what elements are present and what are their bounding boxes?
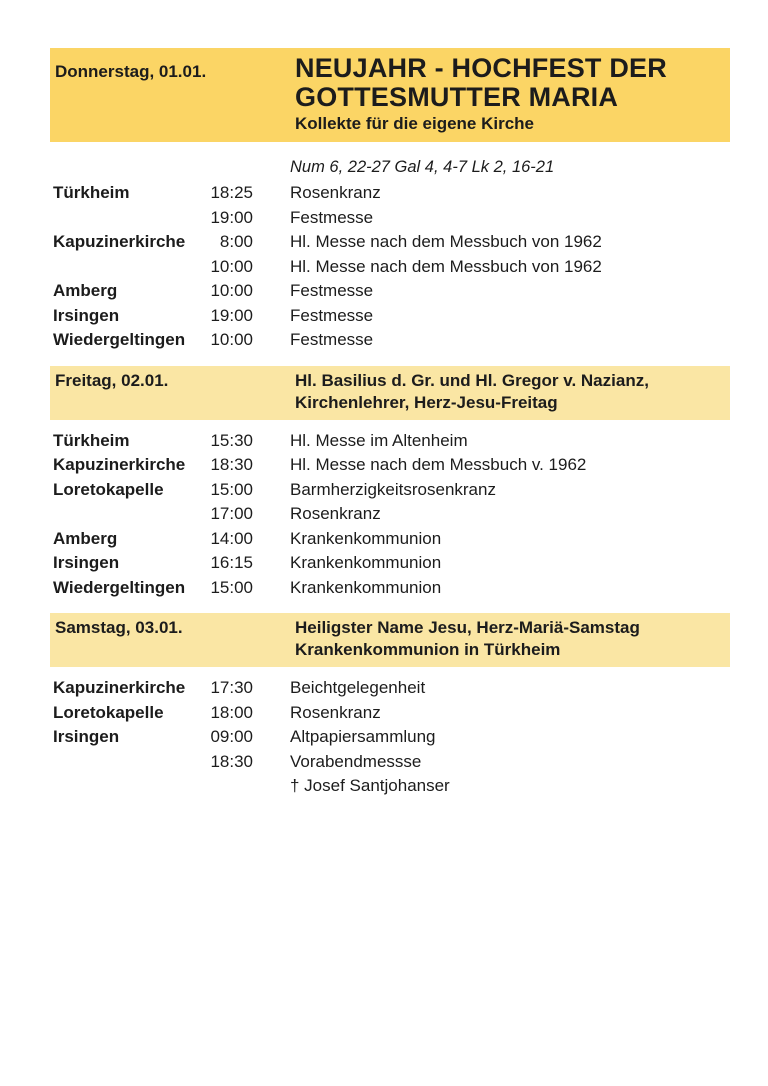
row-time: 18:25 <box>210 183 253 202</box>
row-location: Türkheim <box>53 183 130 202</box>
row-location <box>50 774 205 799</box>
row-location <box>50 255 205 280</box>
schedule-rows-samstag <box>50 676 730 799</box>
row-time: 17:00 <box>210 504 253 523</box>
row-location: Loretokapelle <box>53 702 164 722</box>
schedule-rows-freitag <box>50 429 730 601</box>
day-title-line-2: Kirchenlehrer, Herz-Jesu-Freitag <box>295 392 558 412</box>
schedule-row <box>50 304 730 329</box>
row-description: Krankenkommunion <box>290 577 442 597</box>
row-time: 16:15 <box>210 553 253 572</box>
row-location: Irsingen <box>53 553 120 572</box>
day-title-line-1: NEUJAHR - HOCHFEST DER <box>295 53 667 83</box>
row-location <box>50 502 205 527</box>
day-title-line-2: Krankenkommunion in Türkheim <box>295 640 561 659</box>
schedule-row <box>50 429 730 454</box>
row-time: 10:00 <box>210 256 253 276</box>
row-description: Krankenkommunion <box>290 553 442 572</box>
row-location: Wiedergeltingen <box>53 577 186 597</box>
row-time: 15:00 <box>210 577 253 597</box>
row-time: 17:30 <box>210 678 253 697</box>
day-header-samstag <box>50 613 730 667</box>
row-time: 18:30 <box>210 751 253 771</box>
row-time: 15:00 <box>210 479 253 499</box>
row-location: Irsingen <box>53 727 120 746</box>
schedule-row <box>50 725 730 750</box>
row-location: Kapuzinerkirche <box>53 678 186 697</box>
row-time: 18:00 <box>210 702 253 722</box>
schedule-row <box>50 551 730 576</box>
schedule-row <box>50 576 730 601</box>
row-description: Festmesse <box>290 330 374 349</box>
row-location: Amberg <box>53 528 118 548</box>
row-description: Rosenkranz <box>290 504 381 523</box>
schedule-row <box>50 328 730 353</box>
row-time: 15:30 <box>210 430 253 450</box>
row-time: 18:30 <box>210 455 253 474</box>
row-time: 8:00 <box>219 232 253 251</box>
schedule-row <box>50 527 730 552</box>
day-title-line-1: Heiligster Name Jesu, Herz-Mariä-Samstag <box>295 618 640 637</box>
schedule-row <box>50 774 730 799</box>
row-description: Hl. Messe nach dem Messbuch von 1962 <box>290 232 602 251</box>
row-location: Amberg <box>53 281 118 300</box>
row-time: 10:00 <box>210 281 253 300</box>
row-description: Krankenkommunion <box>290 528 442 548</box>
day-title-block <box>295 54 722 134</box>
row-location: Kapuzinerkirche <box>53 455 186 474</box>
schedule-row <box>50 502 730 527</box>
row-time: 19:00 <box>210 305 253 325</box>
day-title-block <box>295 617 722 661</box>
row-description: Festmesse <box>290 305 374 325</box>
row-time: 09:00 <box>210 727 253 746</box>
row-description: Altpapiersammlung <box>290 727 436 746</box>
schedule-row <box>50 230 730 255</box>
row-description: Rosenkranz <box>290 183 381 202</box>
day-date: Donnerstag, 01.01. <box>55 62 207 81</box>
scripture-readings: Num 6, 22-27 Gal 4, 4-7 Lk 2, 16-21 <box>290 158 555 176</box>
row-description: Beichtgelegenheit <box>290 678 426 697</box>
day-date: Samstag, 03.01. <box>55 618 183 637</box>
row-description: Festmesse <box>290 281 374 300</box>
schedule-row <box>50 750 730 775</box>
row-description: Hl. Messe nach dem Messbuch v. 1962 <box>290 455 587 474</box>
schedule-rows-donnerstag <box>50 181 730 353</box>
row-location: Wiedergeltingen <box>53 330 186 349</box>
schedule-row <box>50 255 730 280</box>
schedule-row <box>50 453 730 478</box>
section-gap <box>50 600 730 613</box>
row-description: Vorabendmessse <box>290 751 422 771</box>
schedule-row <box>50 478 730 503</box>
day-collection-note: Kollekte für die eigene Kirche <box>295 114 535 133</box>
row-location <box>50 750 205 775</box>
row-time <box>205 774 253 799</box>
row-description-memorial: † Josef Santjohanser <box>290 776 450 795</box>
row-description: Festmesse <box>290 207 374 227</box>
row-location: Kapuzinerkirche <box>53 232 186 251</box>
row-description: Hl. Messe im Altenheim <box>290 430 468 450</box>
day-header-donnerstag <box>50 48 730 142</box>
section-gap <box>50 353 730 366</box>
row-location: Irsingen <box>53 305 120 325</box>
schedule-row <box>50 676 730 701</box>
row-description: Barmherzigkeitsrosenkranz <box>290 479 496 499</box>
schedule-row <box>50 181 730 206</box>
schedule-row <box>50 701 730 726</box>
row-location: Türkheim <box>53 430 130 450</box>
schedule-content <box>50 48 730 799</box>
row-time: 14:00 <box>210 528 253 548</box>
row-description: Hl. Messe nach dem Messbuch von 1962 <box>290 256 602 276</box>
day-header-freitag <box>50 366 730 420</box>
row-time: 19:00 <box>210 207 253 227</box>
row-location: Loretokapelle <box>53 479 164 499</box>
day-title-block <box>295 370 722 414</box>
day-title-line-2: GOTTESMUTTER MARIA <box>295 82 619 112</box>
row-description: Rosenkranz <box>290 702 381 722</box>
day-date: Freitag, 02.01. <box>55 370 169 390</box>
schedule-row <box>50 206 730 231</box>
row-time: 10:00 <box>210 330 253 349</box>
day-title-line-1: Hl. Basilius d. Gr. und Hl. Gregor v. Nazianz, <box>295 370 649 390</box>
schedule-row <box>50 279 730 304</box>
row-location <box>50 206 205 231</box>
